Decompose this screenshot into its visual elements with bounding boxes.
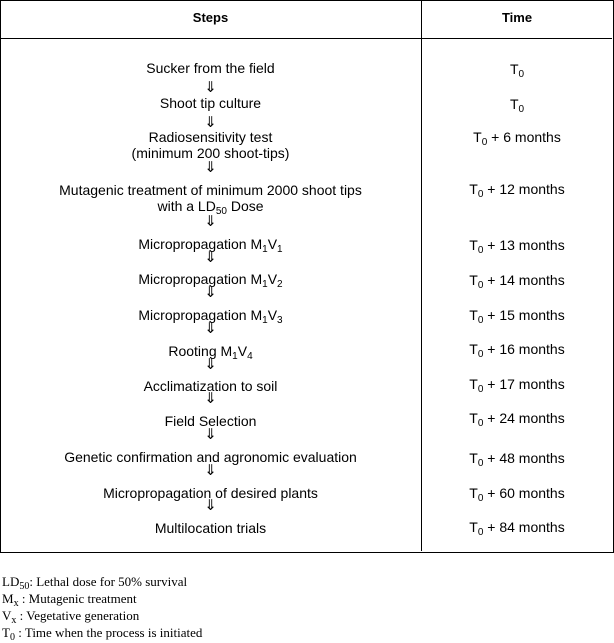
subscript: 0 (477, 458, 484, 469)
down-arrow-icon: ⇓ (204, 496, 217, 514)
text-segment: T (469, 307, 478, 323)
down-arrow-icon: ⇓ (204, 425, 217, 443)
subscript: 1 (262, 315, 268, 326)
subscript: 0 (477, 315, 484, 326)
time-cell (422, 181, 612, 200)
text-segment: + 17 months (483, 376, 565, 392)
subscript: 2 (277, 279, 283, 290)
text-segment: Genetic confirmation and agronomic evaluation (64, 449, 357, 465)
down-arrow-icon: ⇓ (204, 212, 217, 230)
text-segment: M (2, 591, 14, 606)
step-cell (0, 182, 421, 217)
text-segment: V (267, 307, 278, 323)
down-arrow-icon: ⇓ (204, 355, 217, 373)
step-cell (0, 520, 421, 536)
text-segment: T (469, 485, 478, 501)
subscript: 1 (262, 244, 268, 255)
subscript: 0 (477, 493, 484, 504)
text-segment: T (473, 129, 482, 145)
subscript: 3 (277, 315, 283, 326)
time-cell (422, 519, 612, 538)
text-segment: T (469, 272, 478, 288)
time-cell (422, 450, 612, 469)
time-cell (422, 237, 612, 256)
text-segment: Mutagenic treatment of minimum 2000 shoot tips (59, 182, 362, 198)
step-line (0, 182, 421, 198)
text-segment: Sucker from the field (146, 60, 275, 76)
text-segment: + 60 months (483, 485, 565, 501)
subscript: 0 (477, 384, 484, 395)
subscript: 0 (481, 137, 488, 148)
text-segment: Micropropagation M (138, 236, 263, 252)
text-segment: + 6 months (487, 129, 561, 145)
subscript: 0 (477, 349, 484, 360)
text-segment: T (469, 237, 478, 253)
text-segment: : Time when the process is initiated (14, 625, 203, 640)
text-segment: + 15 months (483, 307, 565, 323)
text-segment: LD (2, 574, 20, 589)
footnotes (2, 573, 202, 641)
text-segment: V (237, 343, 248, 359)
text-segment: Radiosensitivity test (148, 129, 273, 145)
text-segment: with a LD (157, 198, 216, 214)
text-segment: V (2, 608, 12, 623)
text-segment: : Mutagenic treatment (18, 591, 137, 606)
time-cell (422, 376, 612, 395)
subscript: 0 (518, 104, 525, 115)
text-segment: T (509, 96, 519, 112)
step-cell (0, 95, 421, 111)
text-segment: T (469, 410, 478, 426)
text-segment: T (469, 341, 478, 357)
footnote (2, 607, 202, 624)
down-arrow-icon: ⇓ (204, 319, 217, 337)
text-segment: + 13 months (483, 237, 565, 253)
step-line (0, 520, 421, 536)
text-segment: Micropropagation of desired plants (103, 485, 318, 501)
subscript: 0 (518, 69, 525, 80)
time-cell (422, 485, 612, 504)
subscript: 1 (262, 279, 268, 290)
down-arrow-icon: ⇓ (204, 461, 217, 479)
text-segment: Multilocation trials (154, 520, 267, 536)
down-arrow-icon: ⇓ (204, 248, 217, 266)
step-line (0, 129, 421, 145)
step-line (0, 95, 421, 111)
text-segment: + 16 months (483, 341, 565, 357)
down-arrow-icon: ⇓ (204, 389, 217, 407)
footnote (2, 590, 202, 607)
text-segment: T (469, 376, 478, 392)
text-segment: Shoot tip culture (159, 95, 262, 111)
down-arrow-icon: ⇓ (204, 283, 217, 301)
text-segment: + 84 months (483, 519, 565, 535)
subscript: 1 (277, 244, 283, 255)
text-segment: + 12 months (483, 181, 565, 197)
footnote (2, 573, 202, 590)
text-segment: T (469, 519, 478, 535)
header-steps: Steps (192, 10, 229, 25)
text-segment: T (469, 181, 478, 197)
time-cell (422, 61, 612, 80)
subscript: x (11, 615, 17, 626)
subscript: 4 (247, 351, 253, 362)
time-cell (422, 96, 612, 115)
down-arrow-icon: ⇓ (204, 113, 217, 131)
header-divider (0, 38, 612, 39)
text-segment: : Lethal dose for 50% survival (29, 574, 188, 589)
text-segment: + 24 months (483, 410, 565, 426)
time-cell (422, 307, 612, 326)
down-arrow-icon: ⇓ (204, 78, 217, 96)
header-time: Time (501, 10, 533, 25)
step-cell (0, 129, 421, 161)
text-segment: V (267, 236, 278, 252)
footnote (2, 624, 202, 641)
time-cell (422, 272, 612, 291)
time-cell (422, 129, 612, 148)
subscript: 50 (19, 581, 30, 592)
text-segment: (minimum 200 shoot-tips) (131, 145, 290, 161)
text-segment: Acclimatization to soil (143, 378, 278, 394)
subscript: 0 (477, 245, 484, 256)
subscript: 0 (477, 280, 484, 291)
text-segment: + 14 months (483, 272, 565, 288)
subscript: x (13, 598, 19, 609)
text-segment: Dose (226, 198, 264, 214)
text-segment: V (267, 271, 278, 287)
subscript: 1 (232, 351, 238, 362)
text-segment: : Vegetative generation (16, 608, 140, 623)
text-segment: Micropropagation M (138, 271, 263, 287)
text-segment: T (469, 450, 478, 466)
text-segment: T (509, 61, 519, 77)
subscript: 0 (477, 418, 484, 429)
text-segment: Field Selection (164, 413, 257, 429)
time-cell (422, 341, 612, 360)
subscript: 0 (9, 632, 15, 643)
down-arrow-icon: ⇓ (204, 158, 217, 176)
text-segment: + 48 months (483, 450, 565, 466)
text-segment: Micropropagation M (138, 307, 263, 323)
text-segment: Rooting M (168, 343, 233, 359)
text-segment: T (2, 625, 10, 640)
subscript: 0 (477, 189, 484, 200)
subscript: 50 (215, 206, 227, 217)
step-line (0, 60, 421, 76)
time-cell (422, 410, 612, 429)
step-cell (0, 60, 421, 76)
subscript: 0 (477, 527, 484, 538)
